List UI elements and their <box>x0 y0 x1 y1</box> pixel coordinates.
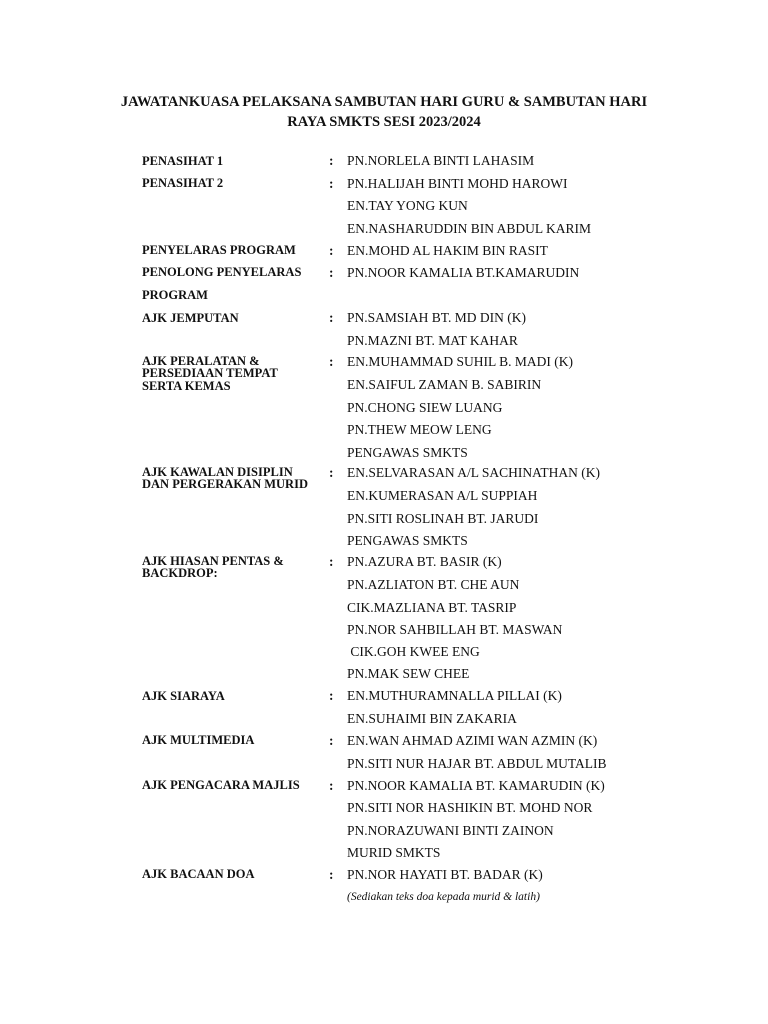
role-penyelaras-program: PENYELARAS PROGRAM <box>142 243 296 257</box>
colon: : <box>329 153 334 168</box>
member-name: PN.MAK SEW CHEE <box>347 666 470 681</box>
member-name: EN.WAN AHMAD AZIMI WAN AZMIN (K) <box>347 733 598 748</box>
colon: : <box>329 310 334 325</box>
member-name: EN.SELVARASAN A/L SACHINATHAN (K) <box>347 465 601 480</box>
member-name: EN.NASHARUDDIN BIN ABDUL KARIM <box>347 221 592 236</box>
colon: : <box>329 554 334 569</box>
colon: : <box>329 867 334 882</box>
member-name: EN.MUTHURAMNALLA PILLAI (K) <box>347 688 562 703</box>
member-name: PN.NOOR KAMALIA BT. KAMARUDIN (K) <box>347 778 605 793</box>
role-penasihat-2: PENASIHAT 2 <box>142 176 224 190</box>
colon: : <box>329 778 334 793</box>
member-name: EN.TAY YONG KUN <box>347 198 468 213</box>
role-ajk-hiasan-pentas-cont: BACKDROP: <box>142 566 218 580</box>
colon: : <box>329 176 334 191</box>
role-ajk-peralatan-cont: SERTA KEMAS <box>142 379 231 393</box>
role-ajk-peralatan: AJK PERALATAN & <box>142 354 260 368</box>
role-ajk-jemputan: AJK JEMPUTAN <box>142 311 239 325</box>
colon: : <box>329 265 334 280</box>
role-ajk-kawalan-disiplin-cont: DAN PERGERAKAN MURID <box>142 477 308 491</box>
member-name: PN.NOOR KAMALIA BT.KAMARUDIN <box>347 265 580 280</box>
title-line-2: RAYA SMKTS SESI 2023/2024 <box>287 114 481 130</box>
instruction-note: (Sediakan teks doa kepada murid & latih) <box>347 891 540 903</box>
colon: : <box>329 688 334 703</box>
member-name: PN.CHONG SIEW LUANG <box>347 400 503 415</box>
member-name: EN.MUHAMMAD SUHIL B. MADI (K) <box>347 354 573 369</box>
member-name: CIK.MAZLIANA BT. TASRIP <box>347 600 517 615</box>
member-name: PN.THEW MEOW LENG <box>347 422 492 437</box>
colon: : <box>329 354 334 369</box>
member-name: PN.NORAZUWANI BINTI ZAINON <box>347 823 554 838</box>
role-ajk-peralatan-cont: PERSEDIAAN TEMPAT <box>142 366 278 380</box>
role-penolong-penyelaras: PENOLONG PENYELARAS <box>142 265 302 279</box>
member-name: PN.HALIJAH BINTI MOHD HAROWI <box>347 176 568 191</box>
role-ajk-multimedia: AJK MULTIMEDIA <box>142 733 255 747</box>
member-name: PN.NOR HAYATI BT. BADAR (K) <box>347 867 543 882</box>
member-name: PN.SITI ROSLINAH BT. JARUDI <box>347 511 539 526</box>
role-ajk-pengacara-majlis: AJK PENGACARA MAJLIS <box>142 778 300 792</box>
member-name: EN.SAIFUL ZAMAN B. SABIRIN <box>347 377 542 392</box>
member-name: PN.NORLELA BINTI LAHASIM <box>347 153 535 168</box>
role-penasihat-1: PENASIHAT 1 <box>142 154 224 168</box>
member-name: PN.SITI NUR HAJAR BT. ABDUL MUTALIB <box>347 756 607 771</box>
colon: : <box>329 243 334 258</box>
member-name: PN.MAZNI BT. MAT KAHAR <box>347 333 518 348</box>
document-title <box>0 92 768 132</box>
role-ajk-kawalan-disiplin: AJK KAWALAN DISIPLIN <box>142 465 293 479</box>
member-name: PENGAWAS SMKTS <box>347 445 468 460</box>
member-name: MURID SMKTS <box>347 845 441 860</box>
role-ajk-bacaan-doa: AJK BACAAN DOA <box>142 867 255 881</box>
colon: : <box>329 465 334 480</box>
colon: : <box>329 733 334 748</box>
member-name: EN.SUHAIMI BIN ZAKARIA <box>347 711 517 726</box>
role-penolong-penyelaras-cont: PROGRAM <box>142 288 208 302</box>
member-name: PN.SITI NOR HASHIKIN BT. MOHD NOR <box>347 800 593 815</box>
member-name: PN.SAMSIAH BT. MD DIN (K) <box>347 310 527 325</box>
member-name: CIK.GOH KWEE ENG <box>347 644 480 659</box>
member-name: PN.AZLIATON BT. CHE AUN <box>347 577 520 592</box>
member-name: EN.MOHD AL HAKIM BIN RASIT <box>347 243 548 258</box>
member-name: PENGAWAS SMKTS <box>347 533 468 548</box>
role-ajk-hiasan-pentas: AJK HIASAN PENTAS & <box>142 554 284 568</box>
title-line-1: JAWATANKUASA PELAKSANA SAMBUTAN HARI GURU & SAMBUTAN HARI <box>120 94 648 110</box>
member-name: EN.KUMERASAN A/L SUPPIAH <box>347 488 538 503</box>
member-name: PN.AZURA BT. BASIR (K) <box>347 554 502 569</box>
role-ajk-siaraya: AJK SIARAYA <box>142 689 225 703</box>
member-name: PN.NOR SAHBILLAH BT. MASWAN <box>347 622 563 637</box>
